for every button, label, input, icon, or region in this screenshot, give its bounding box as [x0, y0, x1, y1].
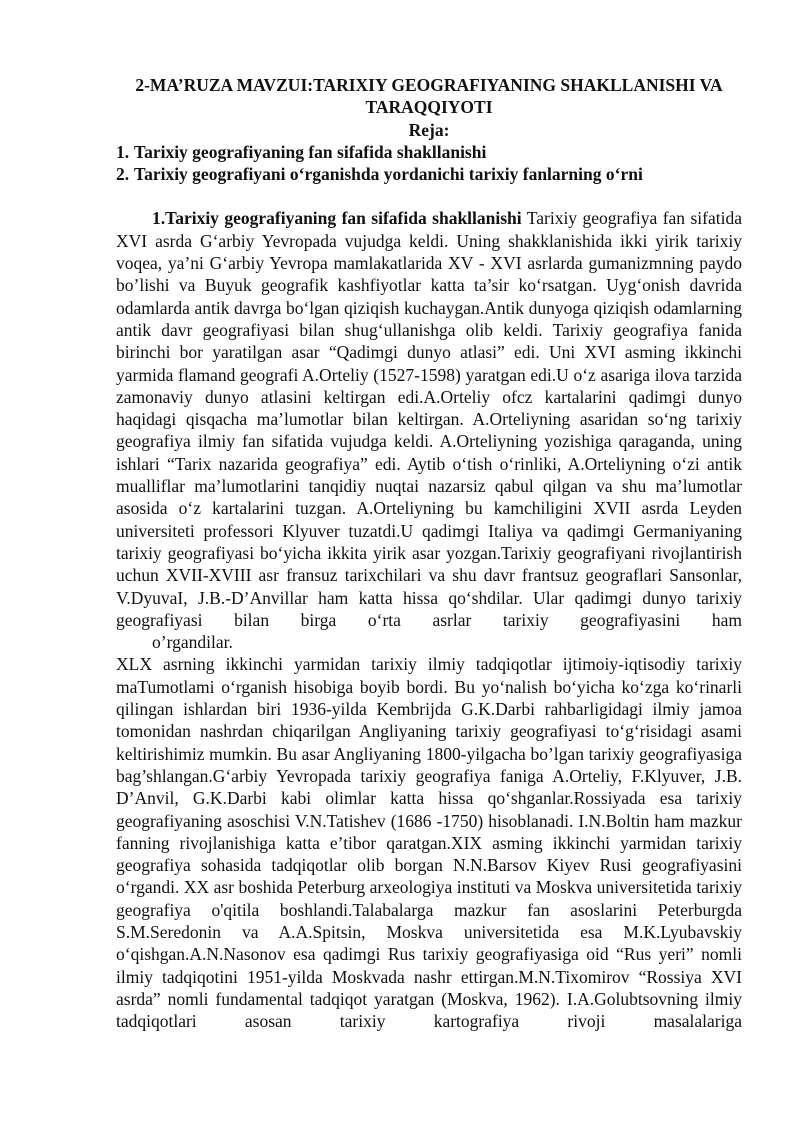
plan-item-number: 2.: [116, 164, 130, 185]
plan-heading: Reja:: [408, 119, 450, 140]
body-paragraph: [116, 207, 742, 653]
plan-list: [116, 141, 742, 186]
document-page: [116, 74, 742, 1032]
paragraph-last-line: o’rgandilar.: [152, 632, 233, 653]
plan-item: [116, 163, 742, 185]
lecture-title: 2-MA’RUZA MAVZUI:TARIXIY GEOGRAFIYANING SHAKLLANISHI VA TARAQQIYOTI: [135, 75, 723, 118]
paragraph-text: Tarixiy geografiya fan sifatida XVI asrda G‘arbiy Yevropada vujudga keldi. Uning shakklanishida ikki yirik tarixiy voqea, ya’ni G‘arbiy Yevropa mamlakatlarida XV - XVI asrlarda gumanizmning paydo bo’lishi va Buyuk geografik kashfiyotlar katta ta’sir ko‘rsatgan. Uyg‘onish davrida odamlarda antik davrga bo‘lgan qiziqish kuchaygan.Antik dunyoga qiziqish odamlarning antik davr geografiyasi bilan shug‘ullanishga olib keldi. Tarixiy geografiya fanida birinchi bor yaratilgan asar “Qadimgi dunyo atlasi” edi. Uni XVI asming ikkinchi yarmida flamand geografi A.Orteliy (1527-1598) yaratgan edi.U o‘z asariga ilova tarzida zamonaviy dunyo atlasini keltirgan edi.A.Orteliy ofcz kartalarini qadimgi dunyo haqidagi qisqacha ma’lumotlar bilan keltirgan. A.Orteliyning asaridan so‘ng tarixiy geografiya ilmiy fan sifatida vujudga keldi. A.Orteliyning yozishiga qaraganda, uning ishlari “Tarix nazarida geografiya” edi. Aytib o‘tish o‘rinliki, A.Orteliyning o‘zi antik mualliflar ma’lumotlarini tanqidiy nuqtai nazarsiz qabul qilgan va shu ma’lumotlar asosida o‘z kartalarini tuzgan. A.Orteliyning bu kamchiligini XVII asrda Leyden universiteti professori Klyuver tuzatdi.U qadimgi Italiya va qadimgi Germaniyaning tarixiy geografiyasi bo‘yicha ikkita yirik asar yozgan.Tarixiy geografiyani rivojlantirish uchun XVII-XVIII asr fransuz tarixchilari va shu davr frantsuz geograflari Sansonlar, V.DyuvaI, J.B.-D’Anvillar ham katta hissa qo‘shdilar. Ular qadimgi dunyo tarixiy geografiyasi bilan birga o‘rta asrlar tarixiy geografiyasini ham: [116, 208, 742, 630]
section-heading: 1.Tarixiy geografiyaning fan sifafida shakllanishi: [152, 208, 522, 229]
plan-item-text: Tarixiy geografiyaning fan sifafida shakllanishi: [134, 141, 487, 162]
plan-item-text: Tarixiy geografiyani o‘rganishda yordanichi tarixiy fanlarning o‘rni: [134, 164, 643, 185]
plan-item-number: 1.: [116, 141, 130, 162]
body-paragraph: [116, 653, 742, 1032]
plan-item: [116, 141, 742, 163]
paragraph-text: XLX asrning ikkinchi yarmidan tarixiy ilmiy tadqiqotlar ijtimoiy-iqtisodiy tarixiy maTumotlami o‘rganish hisobiga boyib bordi. Bu yo‘nalish bo‘yicha ko‘zga ko‘rinarli qilingan ishlardan biri 1936-yilda Kembrijda G.K.Darbi rahbarligidagi ilmiy jamoa tomonidan nashrdan chiqarilgan Angliyaning tarixiy geografiyasi to‘g‘risidagi asami keltirishimiz mumkin. Bu asar Angliyaning 1800-yilgacha bo’lgan tarixiy geografiyasiga bag’shlangan.G‘arbiy Yevropada tarixiy geografiya faniga A.Orteliy, F.Klyuver, J.B. D’Anvil, G.K.Darbi kabi olimlar katta hissa qo‘shganlar.Rossiyada esa tarixiy geografiyaning asoschisi V.N.Tatishev (1686 -1750) hisoblanadi. I.N.Boltin ham mazkur fanning rivojlanishiga katta e’tibor qaratgan.XIX asming ikkinchi yarmidan tarixiy geografiya sohasida tadqiqotlar olib borgan N.N.Barsov Kiyev Rusi geografiyasini o‘rgandi. XX asr boshida Peterburg arxeologiya instituti va Moskva universitetida tarixiy geografiya o'qitila boshlandi.Talabalarga mazkur fan asoslarini Peterburgda S.M.Seredonin va A.A.Spitsin, Moskva universitetida esa M.K.Lyubavskiy o‘qishgan.A.N.Nasonov esa qadimgi Rus tarixiy geografiyasiga oid “Rus yeri” nomli ilmiy tadqiqotini 1951-yilda Moskvada nashr ettirgan.M.N.Tixomirov “Rossiya XVI asrda” nomli fundamental tadqiqot yaratgan (Moskva, 1962). I.A.Golubtsovning ilmiy tadqiqotlari asosan tarixiy kartografiya rivoji masalalariga: [116, 654, 742, 1032]
blank-line: [116, 185, 742, 207]
